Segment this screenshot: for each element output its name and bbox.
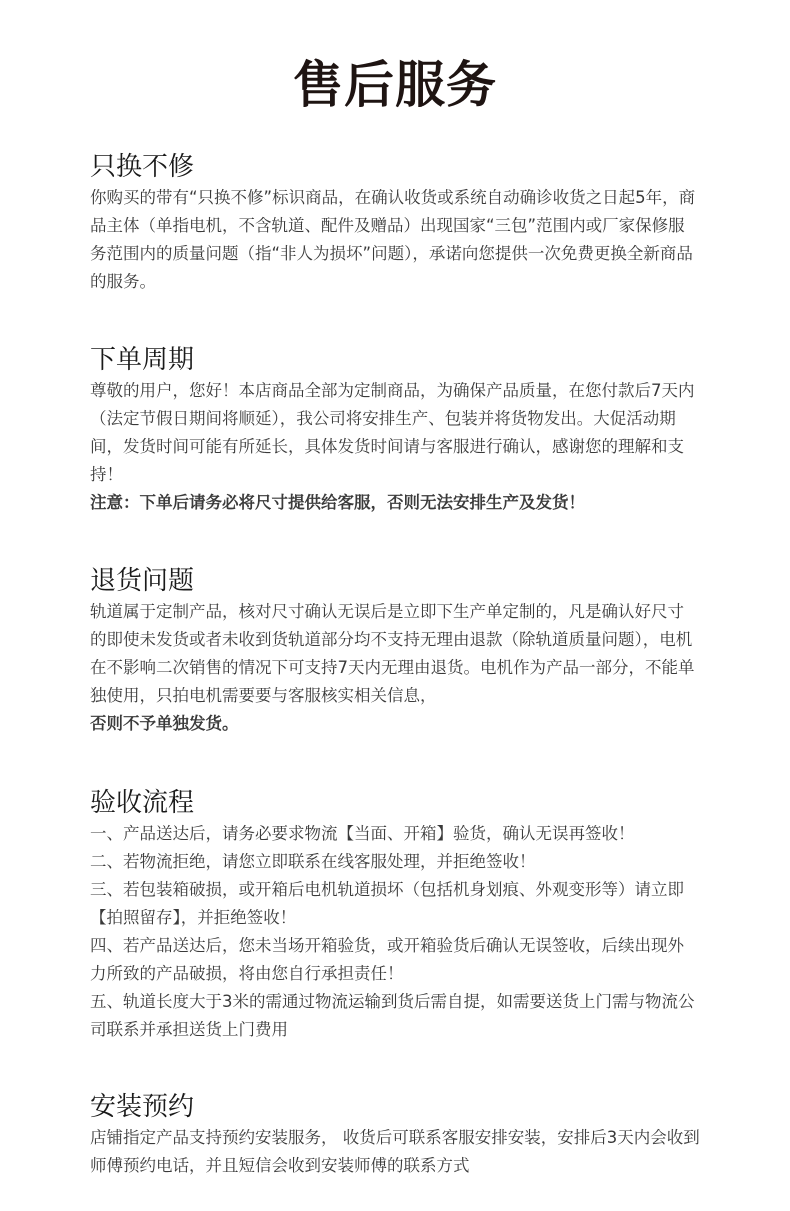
section-exchange-only [90, 150, 700, 296]
section-text-exchange-only: 你购买的带有“只换不修”标识商品，在确认收货或系统自动确诊收货之日起5年，商品主体（单指电机，不含轨道、配件及赠品）出现国家“三包”范围内或厂家保修服务范围内的质量问题（指“非人为损坏”问题），承诺向您提供一次免费更换全新商品的服务。 [90, 188, 696, 291]
warning-notice-return-policy: 否则不予单独发货。 [90, 714, 239, 733]
section-heading-installation-booking: 安装预约 [90, 1092, 195, 1122]
inspection-step-3: 三、若包装箱破损，或开箱后电机轨道损坏（包括机身划痕、外观变形等）请立即【拍照留存】，并拒绝签收！ [90, 880, 684, 927]
inspection-step-5: 五、轨道长度大于3米的需通过物流运输到货后需自提，如需要送货上门需与物流公司联系并承担送货上门费用 [90, 992, 695, 1039]
inspection-step-2: 二、若物流拒绝，请您立即联系在线客服处理，并拒绝签收！ [90, 852, 536, 871]
section-text-installation-booking: 店铺指定产品支持预约安装服务， 收货后可联系客服安排安装，安排后3天内会收到师傅预约电话，并且短信会收到安装师傅的联系方式 [90, 1128, 700, 1175]
inspection-step-1: 一、产品送达后，请务必要求物流【当面、开箱】验货，确认无误再签收！ [90, 824, 635, 843]
inspection-step-4: 四、若产品送达后，您未当场开箱验货，或开箱验货后确认无误签收，后续出现外力所致的产品破损，将由您自行承担责任！ [90, 936, 684, 983]
section-return-policy [90, 564, 700, 738]
section-inspection-process [90, 786, 700, 1044]
page-title: 售后服务 [293, 56, 497, 114]
section-text-order-cycle: 尊敬的用户，您好！本店商品全部为定制商品，为确保产品质量，在您付款后7天内（法定节假日期间将顺延），我公司将安排生产、包装并将货物发出。大促活动期间，发货时间可能有所延长，具体发货时间请与客服进行确认，感谢您的理解和支持！ [90, 381, 695, 484]
section-heading-order-cycle: 下单周期 [90, 345, 195, 375]
warning-notice-order-cycle: 注意：下单后请务必将尺寸提供给客服，否则无法安排生产及发货！ [90, 493, 585, 512]
section-heading-return-policy: 退货问题 [90, 566, 195, 596]
section-order-cycle [90, 343, 700, 517]
section-heading-exchange-only: 只换不修 [90, 152, 195, 182]
section-heading-inspection-process: 验收流程 [90, 788, 195, 818]
section-installation-booking [90, 1090, 700, 1180]
section-text-return-policy: 轨道属于定制产品，核对尺寸确认无误后是立即下生产单定制的，凡是确认好尺寸的即使未发货或者未收到货轨道部分均不支持无理由退款（除轨道质量问题），电机在不影响二次销售的情况下可支持7天内无理由退货。电机作为产品一部分，不能单独使用，只拍电机需要要与客服核实相关信息， [90, 602, 695, 705]
